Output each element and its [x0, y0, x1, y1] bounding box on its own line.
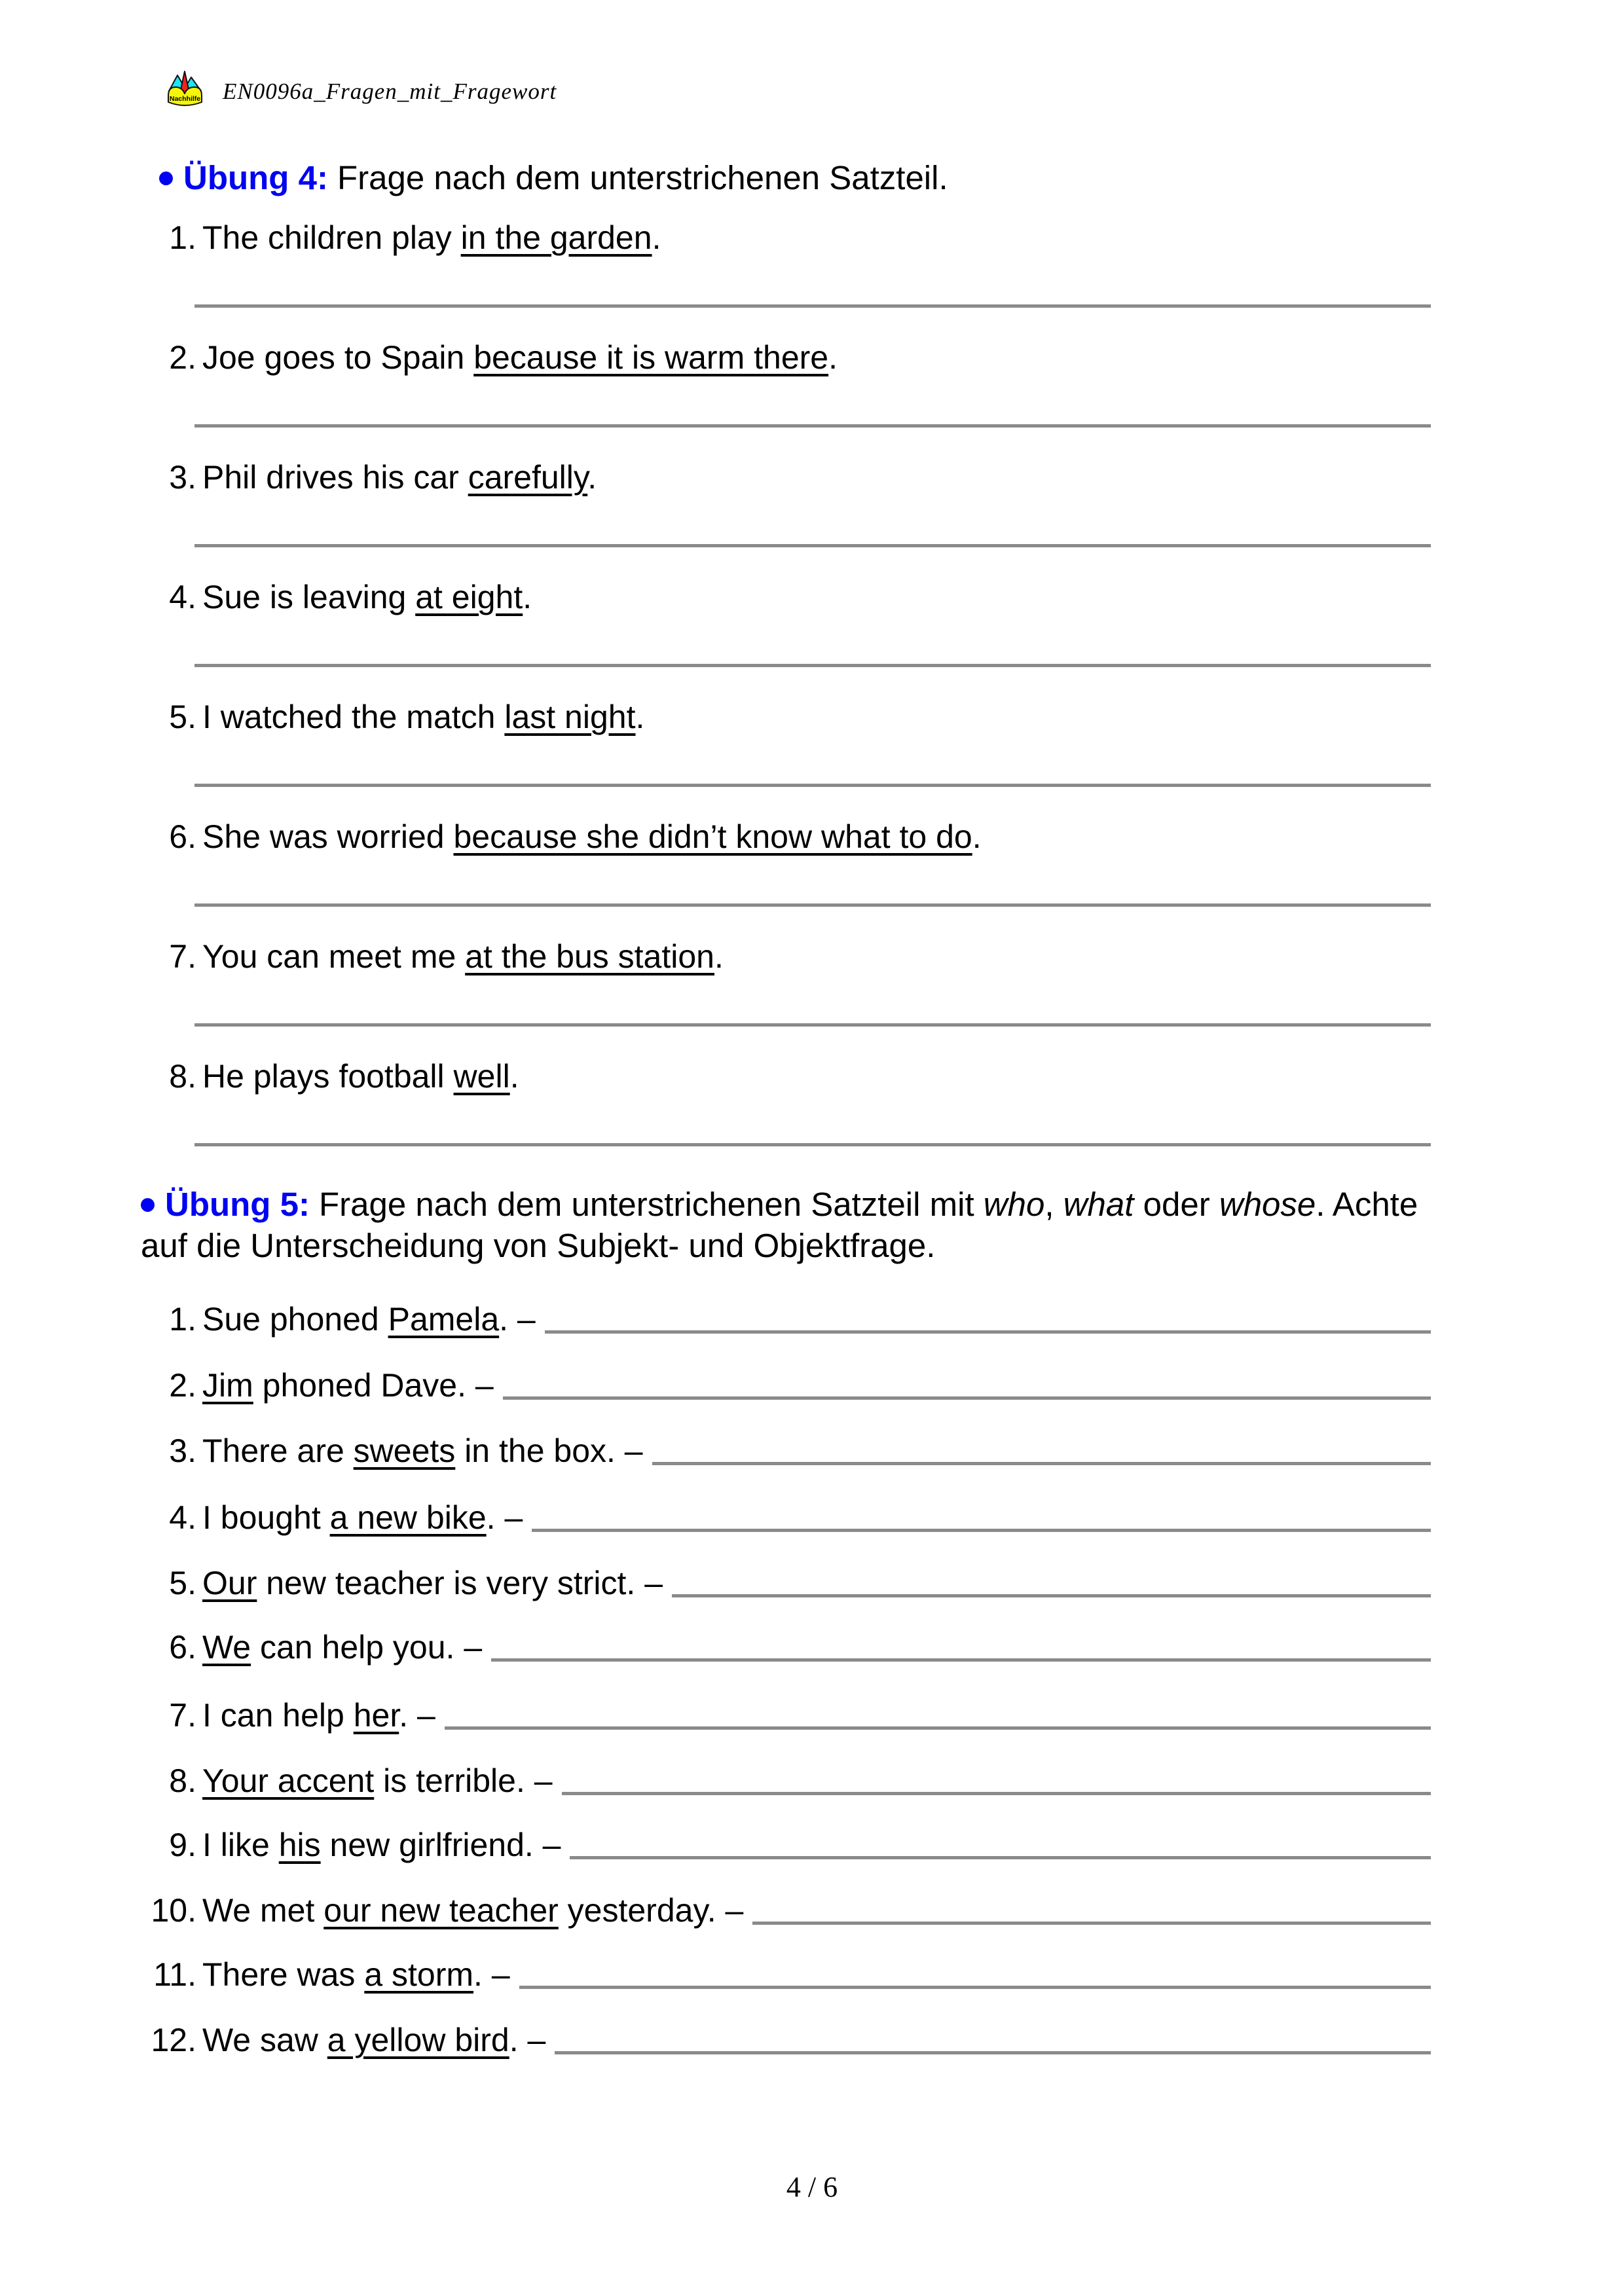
underlined-part: his	[278, 1827, 321, 1863]
sentence-item	[147, 1628, 1431, 1667]
sentence-item	[147, 1498, 1431, 1537]
exercise5-instruction-part2: . Achte	[1316, 1186, 1418, 1223]
underlined-part: well	[453, 1058, 510, 1095]
item-number: 12.	[151, 2022, 196, 2058]
sentence-item	[147, 1761, 1431, 1800]
underlined-part: Pamela	[388, 1301, 500, 1338]
keyword-whose: whose	[1219, 1186, 1316, 1223]
sentence-post: .	[509, 1058, 519, 1095]
sentence-post: .	[652, 219, 661, 256]
page-number: 4 / 6	[786, 2171, 838, 2203]
sentence-post: .	[587, 459, 597, 496]
answer-line	[194, 664, 1431, 667]
item-number: 3.	[169, 1432, 196, 1469]
sentence-post: .	[972, 818, 982, 855]
answer-line	[652, 1462, 1431, 1465]
item-number: 4.	[169, 1499, 196, 1536]
item-number: 8.	[169, 1058, 196, 1095]
answer-line	[491, 1658, 1431, 1662]
sentence-post: .	[635, 699, 645, 735]
sentence-pre: Sue is leaving	[202, 579, 416, 615]
sentence-post: .	[523, 579, 532, 615]
sentence-item	[147, 937, 1431, 976]
keyword-who: who	[983, 1186, 1045, 1223]
sentence-text: There are sweets in the box. –	[202, 1432, 643, 1469]
keyword-separator: ,	[1044, 1186, 1063, 1223]
sentence-item	[147, 817, 1431, 856]
item-number: 2.	[169, 1367, 196, 1404]
answer-line	[503, 1396, 1431, 1400]
sentence-item	[147, 1955, 1431, 1994]
exercise4-heading	[159, 157, 948, 198]
underlined-part: Jim	[202, 1367, 253, 1404]
sentence-text: I bought a new bike. –	[202, 1499, 523, 1536]
sentence-text: Sue phoned Pamela. –	[202, 1301, 536, 1338]
item-number: 8.	[169, 1762, 196, 1799]
sentence-pre: Phil drives his car	[202, 459, 468, 496]
answer-line	[519, 1986, 1431, 1989]
sentence-item	[147, 1057, 1431, 1096]
bullet-icon	[159, 172, 173, 185]
answer-line	[532, 1529, 1431, 1532]
item-number: 5.	[169, 1565, 196, 1601]
exercise5-instruction-line2: auf die Unterscheidung von Subjekt- und Objektfrage.	[141, 1227, 936, 1264]
underlined-part: Your accent	[202, 1762, 375, 1799]
item-number: 5.	[169, 699, 196, 735]
answer-line	[194, 424, 1431, 428]
item-number: 6.	[169, 1629, 196, 1666]
item-number: 1.	[169, 219, 196, 256]
item-number: 2.	[169, 339, 196, 376]
answer-line	[194, 903, 1431, 907]
underlined-part: because she didn’t know what to do	[453, 818, 972, 855]
sentence-item	[147, 1696, 1431, 1735]
keyword-what: what	[1063, 1186, 1134, 1223]
answer-line	[194, 544, 1431, 547]
sentence-item	[147, 1431, 1431, 1470]
sentence-item	[147, 218, 1431, 257]
underlined-part: a storm	[364, 1956, 474, 1993]
underlined-part: sweets	[353, 1432, 456, 1469]
underlined-part: because it is warm there	[473, 339, 829, 376]
sentence-pre: You can meet me	[202, 938, 466, 975]
sentence-pre: Joe goes to Spain	[202, 339, 474, 376]
keyword-separator: oder	[1134, 1186, 1219, 1223]
answer-line	[445, 1726, 1431, 1730]
sentence-item	[147, 1563, 1431, 1603]
answer-line	[570, 1856, 1431, 1859]
answer-line	[194, 304, 1431, 308]
sentence-text: I can help her. –	[202, 1697, 435, 1734]
underlined-part: Our	[202, 1565, 257, 1601]
item-number: 11.	[153, 1956, 196, 1993]
answer-line	[194, 1143, 1431, 1146]
underlined-part: at eight	[415, 579, 523, 615]
item-number: 4.	[169, 579, 196, 615]
exercise5-heading	[141, 1184, 1454, 1266]
sentence-item	[147, 338, 1431, 377]
sentence-text: We can help you. –	[202, 1629, 483, 1666]
sentence-text: I like his new girlfriend. –	[202, 1827, 561, 1863]
underlined-part: carefully	[468, 459, 588, 496]
bullet-icon	[141, 1198, 155, 1212]
answer-line	[555, 2051, 1431, 2054]
answer-line	[194, 784, 1431, 787]
sentence-text: We met our new teacher yesterday. –	[202, 1892, 744, 1929]
underlined-part: our new teacher	[323, 1892, 559, 1929]
item-number: 1.	[169, 1301, 196, 1338]
item-number: 9.	[169, 1827, 196, 1863]
sentence-pre: She was worried	[202, 818, 454, 855]
underlined-part: last night	[504, 699, 636, 735]
sentence-text: Our new teacher is very strict. –	[202, 1565, 663, 1601]
exercise4-instruction: Frage nach dem unterstrichenen Satzteil.	[337, 159, 948, 196]
underlined-part: a yellow bird	[327, 2022, 509, 2058]
underlined-part: We	[202, 1629, 251, 1666]
answer-line	[545, 1330, 1431, 1334]
sentence-post: .	[714, 938, 724, 975]
underlined-part: at the bus station	[465, 938, 714, 975]
answer-line	[562, 1792, 1431, 1795]
sentence-pre: The children play	[202, 219, 461, 256]
underlined-part: in the garden	[460, 219, 652, 256]
answer-line	[752, 1922, 1431, 1925]
sentence-text: Jim phoned Dave. –	[202, 1367, 494, 1404]
sentence-post: .	[828, 339, 838, 376]
sentence-item	[147, 1825, 1431, 1865]
sentence-text: We saw a yellow bird. –	[202, 2022, 546, 2058]
nachhilfe-logo-icon	[166, 69, 204, 107]
answer-line	[194, 1023, 1431, 1027]
logo-text: Nachhilfe	[169, 95, 201, 103]
item-number: 10.	[151, 1892, 196, 1929]
sentence-item	[147, 1300, 1431, 1339]
sentence-item	[147, 458, 1431, 497]
underlined-part: a new bike	[329, 1499, 487, 1536]
item-number: 6.	[169, 818, 196, 855]
underlined-part: her	[353, 1697, 399, 1734]
sentence-item	[147, 1891, 1431, 1930]
sentence-text: Your accent is terrible. –	[202, 1762, 553, 1799]
item-number: 3.	[169, 459, 196, 496]
sentence-item	[147, 2020, 1431, 2060]
exercise5-label: Übung 5:	[165, 1186, 310, 1223]
answer-line	[672, 1594, 1431, 1597]
exercise5-instruction-part1: Frage nach dem unterstrichenen Satzteil mit	[318, 1186, 974, 1223]
sentence-item	[147, 697, 1431, 737]
document-title: EN0096a_Fragen_mit_Fragewort	[223, 79, 557, 104]
sentence-text: There was a storm. –	[202, 1956, 510, 1993]
item-number: 7.	[169, 938, 196, 975]
sentence-pre: He plays football	[202, 1058, 454, 1095]
sentence-pre: I watched the match	[202, 699, 505, 735]
exercise4-label: Übung 4:	[183, 159, 328, 196]
sentence-item	[147, 1366, 1431, 1405]
item-number: 7.	[169, 1697, 196, 1734]
sentence-item	[147, 577, 1431, 617]
